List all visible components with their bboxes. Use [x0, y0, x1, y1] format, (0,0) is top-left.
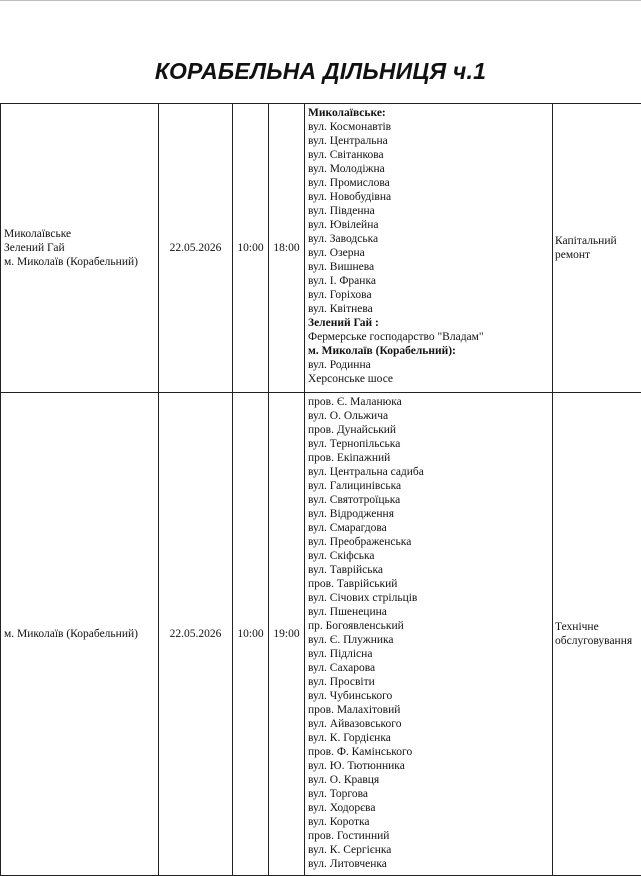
street-name: пров. Є. Маланюка [308, 395, 550, 409]
street-name: вул. Центральна садиба [308, 465, 550, 479]
street-name: вул. Ю. Тютюнника [308, 759, 550, 773]
street-name: вул. Горіхова [308, 288, 550, 302]
locations-cell [1, 104, 159, 393]
street-name: вул. Підлісна [308, 647, 550, 661]
start-time-cell: 10:00 [233, 393, 269, 876]
street-name: вул. Святотроїцька [308, 493, 550, 507]
locality-heading: м. Миколаїв (Корабельний): [308, 344, 550, 358]
top-rule [0, 0, 641, 1]
street-name: вул. Родинна [308, 358, 550, 372]
street-name: вул. Відродження [308, 507, 550, 521]
reason-cell: Технічне обслуговування [553, 393, 641, 876]
street-name: Фермерське господарство "Владам" [308, 330, 550, 344]
street-name: пров. Екіпажний [308, 451, 550, 465]
street-name: вул. Озерна [308, 246, 550, 260]
table-row [1, 393, 641, 876]
street-name: пров. Дунайський [308, 423, 550, 437]
street-name: вул. Чубинського [308, 689, 550, 703]
street-name: вул. Квітнева [308, 302, 550, 316]
street-name: вул. Айвазовського [308, 717, 550, 731]
street-name: вул. Вишнева [308, 260, 550, 274]
street-name: вул. Січових стрільців [308, 591, 550, 605]
end-time-cell: 19:00 [269, 393, 305, 876]
street-name: вул. Космонавтів [308, 120, 550, 134]
table-row [1, 104, 641, 393]
street-name: вул. Скіфська [308, 549, 550, 563]
streets-cell [305, 393, 553, 876]
street-name: вул. Просвіти [308, 675, 550, 689]
street-name: вул. І. Франка [308, 274, 550, 288]
location-name: м. Миколаїв (Корабельний) [4, 255, 156, 269]
street-name: вул. К. Сергієнка [308, 843, 550, 857]
street-name: вул. О. Ольжича [308, 409, 550, 423]
street-name: вул. Заводська [308, 232, 550, 246]
locality-heading: Миколаївське: [308, 106, 550, 120]
location-name: Зелений Гай [4, 241, 156, 255]
street-name: вул. Торгова [308, 787, 550, 801]
page-title: КОРАБЕЛЬНА ДІЛЬНИЦЯ ч.1 [0, 58, 641, 85]
street-name: вул. О. Кравця [308, 773, 550, 787]
street-name: вул. Тернопільська [308, 437, 550, 451]
street-name: пров. Таврійський [308, 577, 550, 591]
street-name: вул. Світанкова [308, 148, 550, 162]
street-name: вул. Смарагдова [308, 521, 550, 535]
street-name: вул. Ходорєва [308, 801, 550, 815]
location-name: м. Миколаїв (Корабельний) [4, 627, 156, 641]
streets-cell [305, 104, 553, 393]
street-name: вул. Галицинівська [308, 479, 550, 493]
street-name: вул. Сахарова [308, 661, 550, 675]
street-name: вул. Коротка [308, 815, 550, 829]
street-name: Херсонське шосе [308, 372, 550, 386]
start-time-cell: 10:00 [233, 104, 269, 393]
street-name: вул. Преображенська [308, 535, 550, 549]
street-name: вул. Є. Плужника [308, 633, 550, 647]
location-name: Миколаївське [4, 227, 156, 241]
street-name: вул. Південна [308, 204, 550, 218]
street-name: вул. Центральна [308, 134, 550, 148]
street-name: пров. Малахітовий [308, 703, 550, 717]
date-cell: 22.05.2026 [159, 393, 233, 876]
street-name: пров. Гостинний [308, 829, 550, 843]
street-name: вул. К. Гордієнка [308, 731, 550, 745]
street-name: вул. Пшенецина [308, 605, 550, 619]
street-name: пр. Богоявленський [308, 619, 550, 633]
street-name: вул. Ювілейна [308, 218, 550, 232]
outage-table [0, 103, 641, 876]
street-name: вул. Молодіжна [308, 162, 550, 176]
date-cell: 22.05.2026 [159, 104, 233, 393]
street-name: вул. Новобудівна [308, 190, 550, 204]
street-name: вул. Таврійська [308, 563, 550, 577]
reason-cell: Капітальний ремонт [553, 104, 641, 393]
street-name: пров. Ф. Камінського [308, 745, 550, 759]
street-name: вул. Промислова [308, 176, 550, 190]
end-time-cell: 18:00 [269, 104, 305, 393]
locations-cell [1, 393, 159, 876]
street-name: вул. Литовченка [308, 857, 550, 871]
locality-heading: Зелений Гай : [308, 316, 550, 330]
